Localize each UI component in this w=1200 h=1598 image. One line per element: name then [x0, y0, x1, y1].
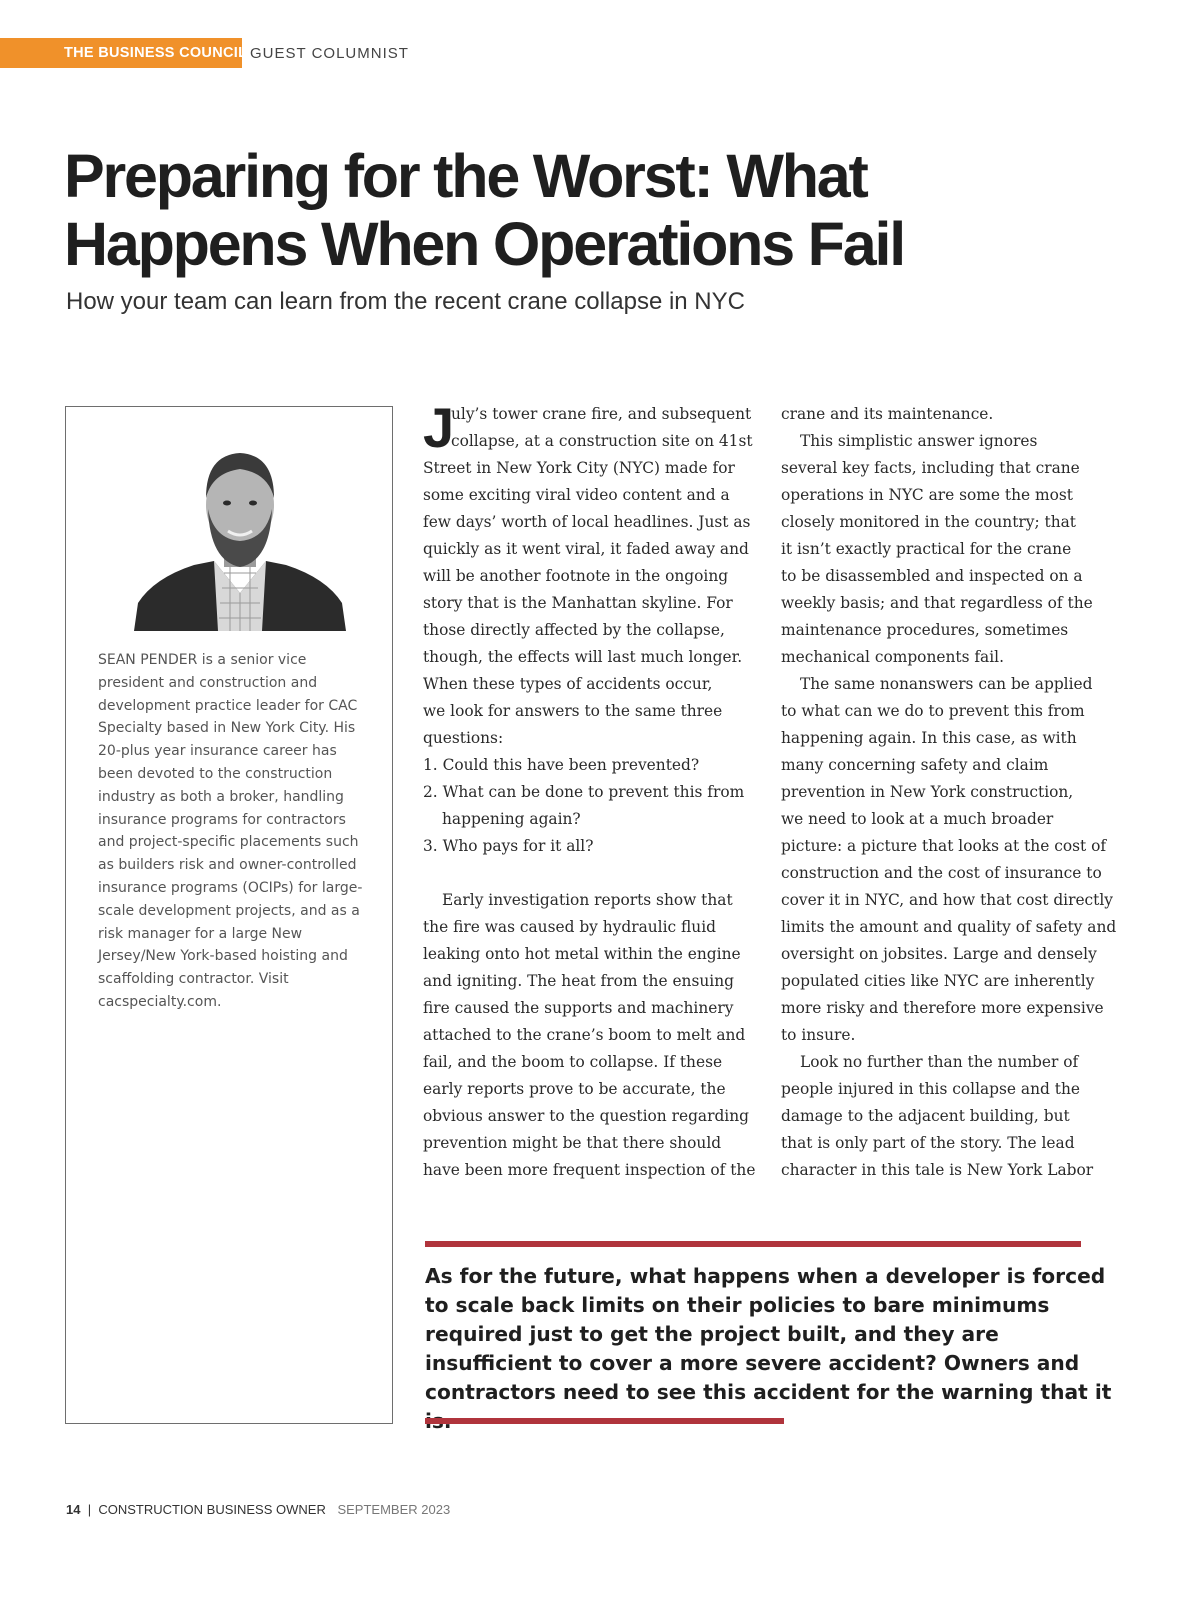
- article-headline: [64, 142, 1064, 278]
- body-line: it isn’t exactly practical for the crane: [781, 540, 1072, 558]
- body-line: oversight on jobsites. Large and densely: [781, 945, 1097, 963]
- body-line: few days’ worth of local headlines. Just as: [423, 513, 751, 531]
- body-line: questions:: [423, 729, 504, 747]
- page-number: 14: [66, 1502, 81, 1517]
- body-line: The same nonanswers can be applied: [800, 675, 1093, 693]
- body-line: This simplistic answer ignores: [800, 432, 1038, 450]
- body-line: many concerning safety and claim: [781, 756, 1049, 774]
- body-line: fail, and the boom to collapse. If these: [423, 1053, 723, 1071]
- article-column-1: [423, 396, 758, 1184]
- body-line: to insure.: [781, 1026, 856, 1044]
- article-subhead: How your team can learn from the recent crane collapse in NYC: [66, 288, 745, 315]
- body-line: have been more frequent inspection of the: [423, 1161, 756, 1179]
- body-line: operations in NYC are some the most: [781, 486, 1073, 504]
- author-headshot: [134, 443, 346, 631]
- list-item: 3. Who pays for it all?: [423, 837, 594, 855]
- body-line: to what can we do to prevent this from: [781, 702, 1085, 720]
- body-line: quickly as it went viral, it faded away and: [423, 540, 749, 558]
- section-label: THE BUSINESS COUNCIL: [64, 45, 248, 61]
- body-line: fire caused the supports and machinery: [423, 999, 734, 1017]
- body-line: uly’s tower crane fire, and subsequent: [451, 405, 752, 423]
- body-line: will be another footnote in the ongoing: [423, 567, 729, 585]
- category-label: GUEST COLUMNIST: [250, 45, 409, 62]
- body-line: picture: a picture that looks at the cost of: [781, 837, 1107, 855]
- body-line: happening again. In this case, as with: [781, 729, 1077, 747]
- article-column-2: [781, 401, 1121, 1184]
- body-line: Early investigation reports show that: [442, 891, 733, 909]
- issue-date: SEPTEMBER 2023: [337, 1502, 451, 1517]
- body-line: leaking onto hot metal within the engine: [423, 945, 741, 963]
- drop-cap: J: [423, 396, 455, 459]
- headline-line-2: Happens When Operations Fail: [64, 210, 904, 278]
- body-line: Look no further than the number of: [800, 1053, 1079, 1071]
- author-bio: SEAN PENDER is a senior vice president and construction and development practice leader for CAC Specialty based in New York City. His 20-plus year insurance career has been devoted to the construction industry as both a broker, handling insurance programs for contractors and project-specific placements such as builders risk and owner-controlled insurance programs (OCIPs) for large-scale development projects, and as a risk manager for a large New Jersey/New York-based hoisting and scaffolding contractor. Visit cacspecialty.com.: [98, 652, 363, 1010]
- body-line: some exciting viral video content and a: [423, 486, 730, 504]
- list-item: 1. Could this have been prevented?: [423, 756, 700, 774]
- body-line: construction and the cost of insurance to: [781, 864, 1102, 882]
- body-line: damage to the adjacent building, but: [781, 1107, 1070, 1125]
- body-line: weekly basis; and that regardless of the: [781, 594, 1093, 612]
- body-line: closely monitored in the country; that: [781, 513, 1076, 531]
- pull-quote: As for the future, what happens when a developer is forced to scale back limits on their policies to bare minimums required just to get the project built, and they are insufficient to cover a more severe accident? Owners and contractors need to see this accident for the warning that it: [425, 1264, 1112, 1404]
- body-line: we look for answers to the same three: [423, 702, 723, 720]
- list-item-continuation: happening again?: [442, 810, 581, 828]
- page-footer: [66, 1502, 450, 1517]
- body-line: early reports prove to be accurate, the: [423, 1080, 726, 1098]
- section-tag: [0, 38, 248, 68]
- body-line: limits the amount and quality of safety and: [781, 918, 1117, 936]
- body-line: prevention in New York construction,: [781, 783, 1074, 801]
- body-line: people injured in this collapse and the: [781, 1080, 1080, 1098]
- author-bio-box: [65, 406, 393, 1424]
- body-line: crane and its maintenance.: [781, 405, 994, 423]
- publication-name: CONSTRUCTION BUSINESS OWNER: [98, 1502, 326, 1517]
- pull-quote-rule-top: [425, 1241, 1081, 1247]
- body-line: the fire was caused by hydraulic fluid: [423, 918, 716, 936]
- body-line: story that is the Manhattan skyline. For: [423, 594, 733, 612]
- body-line: collapse, at a construction site on 41st: [451, 432, 753, 450]
- body-line: though, the effects will last much longer.: [423, 648, 743, 666]
- body-line: that is only part of the story. The lead: [781, 1134, 1075, 1152]
- body-line: and igniting. The heat from the ensuing: [423, 972, 734, 990]
- body-line: cover it in NYC, and how that cost directly: [781, 891, 1113, 909]
- body-line: attached to the crane’s boom to melt and: [423, 1026, 746, 1044]
- body-line: those directly affected by the collapse,: [423, 621, 725, 639]
- body-line: more risky and therefore more expensive: [781, 999, 1104, 1017]
- body-line: mechanical components fail.: [781, 648, 1004, 666]
- body-line: we need to look at a much broader: [781, 810, 1054, 828]
- list-item: 2. What can be done to prevent this from: [423, 783, 745, 801]
- body-line: several key facts, including that crane: [781, 459, 1080, 477]
- body-line: When these types of accidents occur,: [423, 675, 713, 693]
- headline-line-1: Preparing for the Worst: What: [64, 142, 867, 210]
- body-line: Street in New York City (NYC) made for: [423, 459, 735, 477]
- body-line: maintenance procedures, sometimes: [781, 621, 1069, 639]
- body-line: character in this tale is New York Labor: [781, 1161, 1094, 1179]
- body-line: obvious answer to the question regarding: [423, 1107, 749, 1125]
- pull-quote-rule-bottom: [425, 1418, 784, 1424]
- footer-separator: |: [87, 1502, 92, 1517]
- body-line: populated cities like NYC are inherently: [781, 972, 1095, 990]
- body-line: to be disassembled and inspected on a: [781, 567, 1083, 585]
- body-line: prevention might be that there should: [423, 1134, 722, 1152]
